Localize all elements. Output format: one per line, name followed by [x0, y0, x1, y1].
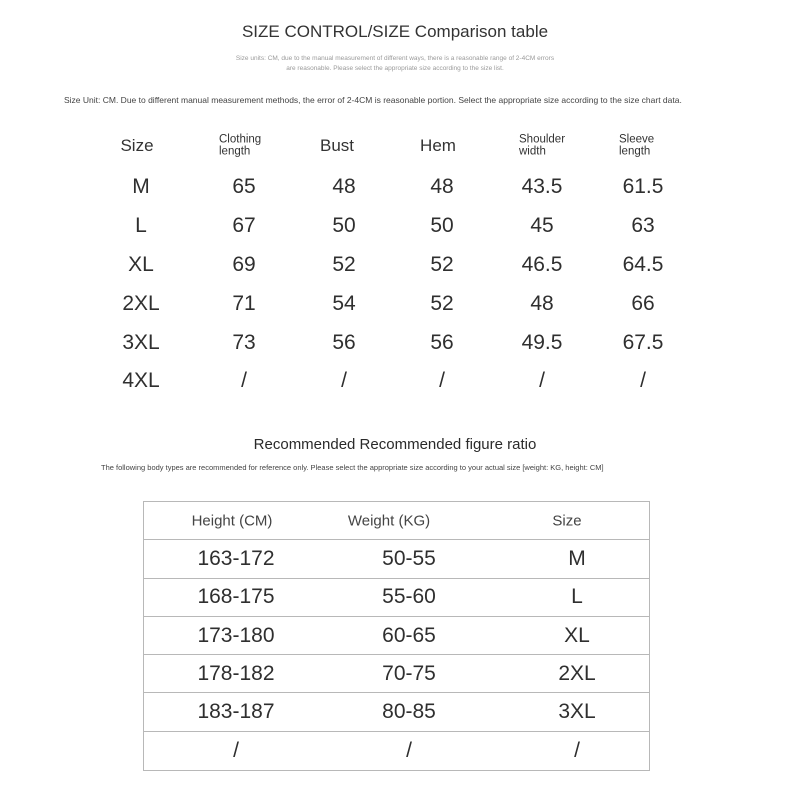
cell-bust: 50: [332, 214, 356, 238]
recommended-figure-table: [143, 501, 650, 771]
header-bust: Bust: [319, 136, 355, 155]
size-unit-disclaimer: Size Unit: CM. Due to different manual measurement methods, the error of 2-4CM is reasonable portion. Select the appropriate size according to the size chart data.: [64, 95, 682, 105]
cell-bust: /: [341, 369, 347, 393]
size-row: [0, 362, 790, 401]
header-sleeve-length-line1: Sleeve: [619, 133, 655, 146]
cell-clothing-length: 73: [232, 330, 256, 354]
cell-hem: 48: [430, 175, 454, 199]
recommend-cell-weight: 80-85: [382, 700, 436, 724]
recommend-cell-weight: 50-55: [382, 546, 436, 570]
cell-clothing-length: 71: [232, 291, 256, 315]
cell-size: XL: [128, 252, 154, 276]
header-sleeve-length: [619, 135, 699, 158]
cell-clothing-length: 67: [232, 214, 256, 238]
recommend-cell-weight: 60-65: [382, 623, 436, 647]
size-units-note-line2: are reasonable. Please select the appropriate size according to the size list.: [286, 65, 504, 72]
cell-size: 2XL: [122, 291, 160, 315]
size-units-note-line1: Size units: CM, due to the manual measurement of different ways, there is a reasonable range of 2-4CM errors: [235, 55, 555, 62]
recommend-row: [144, 617, 649, 655]
recommend-cell-height: 178-182: [197, 661, 275, 685]
header-shoulder-width: [519, 135, 599, 158]
header-sleeve-length-line2: length: [619, 145, 651, 157]
recommend-cell-height: 183-187: [197, 700, 275, 724]
recommend-cell-height: 163-172: [197, 546, 275, 570]
cell-shoulder-width: 49.5: [521, 330, 563, 354]
page-title: SIZE CONTROL/SIZE Comparison table: [241, 22, 549, 41]
recommend-cell-weight: 55-60: [382, 585, 436, 609]
size-row: [0, 168, 790, 207]
cell-hem: 52: [430, 291, 454, 315]
cell-clothing-length: 69: [232, 252, 256, 276]
size-row: [0, 284, 790, 323]
cell-clothing-length: /: [241, 369, 247, 393]
size-units-note: [195, 54, 595, 74]
cell-sleeve-length: 61.5: [622, 175, 664, 199]
cell-sleeve-length: 66: [631, 291, 655, 315]
size-row: [0, 246, 790, 285]
recommend-row: [144, 579, 649, 617]
header-clothing-length-line2: length: [219, 145, 251, 157]
cell-shoulder-width: 48: [530, 291, 554, 315]
cell-size: L: [135, 214, 147, 238]
header-size: Size: [120, 136, 154, 155]
recommend-cell-size: 3XL: [558, 700, 596, 724]
header-shoulder-width-line2: width: [519, 145, 546, 157]
recommend-cell-weight: 70-75: [382, 661, 436, 685]
header-clothing-length-line1: Clothing: [219, 133, 262, 146]
cell-bust: 56: [332, 330, 356, 354]
recommend-row: [144, 732, 649, 770]
cell-shoulder-width: 43.5: [521, 175, 563, 199]
cell-size: 3XL: [122, 330, 160, 354]
cell-hem: 52: [430, 252, 454, 276]
size-row: [0, 323, 790, 362]
size-row: [0, 207, 790, 246]
recommend-cell-weight: /: [406, 738, 412, 762]
cell-hem: 56: [430, 330, 454, 354]
cell-hem: /: [439, 369, 445, 393]
header-height: Height (CM): [191, 512, 273, 530]
recommend-title: Recommended Recommended figure ratio: [253, 436, 537, 453]
recommend-cell-size: 2XL: [558, 661, 596, 685]
recommend-row: [144, 540, 649, 578]
recommend-header-row: [144, 502, 649, 540]
header-size-recommend: Size: [552, 512, 582, 530]
cell-hem: 50: [430, 214, 454, 238]
cell-sleeve-length: 63: [631, 214, 655, 238]
recommend-cell-size: M: [568, 546, 586, 570]
cell-size: 4XL: [122, 369, 160, 393]
cell-bust: 54: [332, 291, 356, 315]
cell-sleeve-length: 64.5: [622, 252, 664, 276]
cell-bust: 52: [332, 252, 356, 276]
recommend-cell-size: L: [571, 585, 583, 609]
recommend-cell-size: XL: [564, 623, 590, 647]
recommend-row: [144, 655, 649, 693]
cell-shoulder-width: 46.5: [521, 252, 563, 276]
recommend-cell-height: /: [233, 738, 239, 762]
size-table-header-row: [0, 124, 790, 168]
recommend-cell-height: 173-180: [197, 623, 275, 647]
cell-clothing-length: 65: [232, 175, 256, 199]
cell-size: M: [132, 175, 150, 199]
cell-sleeve-length: /: [640, 369, 646, 393]
recommend-row: [144, 693, 649, 731]
header-weight: Weight (KG): [347, 512, 431, 530]
header-shoulder-width-line1: Shoulder: [519, 133, 566, 146]
cell-bust: 48: [332, 175, 356, 199]
header-hem: Hem: [420, 136, 456, 155]
recommend-note: The following body types are recommended for reference only. Please select the appropriate size according to your actual size [weight: KG, height: CM]: [101, 463, 604, 472]
recommend-cell-height: 168-175: [197, 585, 275, 609]
recommend-cell-size: /: [574, 738, 580, 762]
cell-sleeve-length: 67.5: [622, 330, 664, 354]
cell-shoulder-width: /: [539, 369, 545, 393]
cell-shoulder-width: 45: [530, 214, 554, 238]
size-comparison-table: [0, 124, 790, 401]
